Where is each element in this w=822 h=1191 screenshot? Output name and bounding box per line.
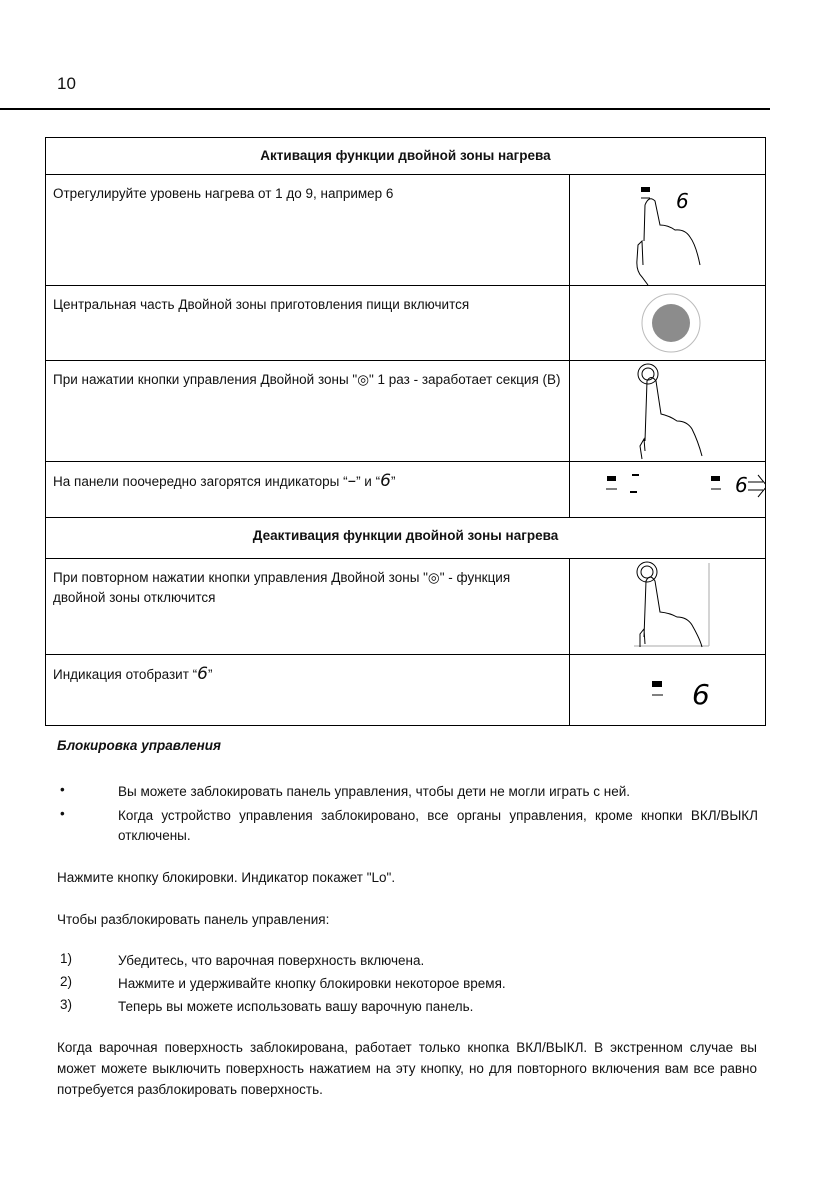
step-text: Теперь вы можете использовать вашу варочную панель. [118, 999, 474, 1014]
step-text: Убедитесь, что варочная поверхность включена. [118, 953, 425, 968]
page-number: 10 [57, 74, 76, 93]
table-row-text: Отрегулируйте уровень нагрева от 1 до 9, например 6 [46, 175, 570, 286]
digit-6: 6 [676, 189, 689, 213]
indicator-display-icon [570, 462, 765, 517]
step-number: 2) [60, 974, 73, 989]
bullet: • [60, 806, 65, 821]
bullet-text: Вы можете заблокировать панель управления, чтобы дети не могли играть с ней. [118, 784, 631, 799]
hand-press-dual-zone-icon [570, 559, 765, 654]
final-display-image [570, 655, 766, 726]
table-header-deactivation: Деактивация функции двойной зоны нагрева [46, 518, 766, 559]
paragraph: Нажмите кнопку блокировки. Индикатор покажет "Lo". [57, 870, 396, 885]
bullet: • [60, 782, 65, 797]
hand-press-dual-zone-icon [570, 361, 765, 461]
display-6-icon [570, 655, 765, 725]
hand-display-image [570, 175, 766, 286]
section-title: Блокировка управления [57, 738, 221, 753]
bullet-text: Когда устройство управления заблокировано, все органы управления, кроме кнопки ВКЛ/ВЫКЛ отключены. [118, 808, 758, 843]
step-text: Нажмите и удерживайте кнопку блокировки некоторое время. [118, 976, 506, 991]
zone-circle-image [570, 286, 766, 361]
hand-press-icon [570, 175, 765, 285]
alternating-indicators-image [570, 462, 766, 518]
step-number: 3) [60, 997, 73, 1012]
table-header-activation: Активация функции двойной зоны нагрева [46, 138, 766, 175]
header-rule [0, 108, 770, 110]
table-row-text: Индикация отобразит “6” [46, 655, 570, 726]
svg-text:6: 6 [735, 473, 748, 497]
hand-button-image [570, 361, 766, 462]
heating-zone-icon [570, 286, 765, 360]
svg-text:6: 6 [692, 678, 710, 711]
paragraph: Когда варочная поверхность заблокирована, работает только кнопка ВКЛ/ВЫКЛ. В экстренном случае вы может можете выключить поверхность нажатием на эту кнопку, но для повторного включения вам все равно потребуется разблокировать поверхность. [57, 1040, 757, 1097]
table-row-text: На панели поочередно загорятся индикаторы “–” и “6” [46, 462, 570, 518]
step-number: 1) [60, 951, 73, 966]
table-row-text: При нажатии кнопки управления Двойной зоны "◎" 1 раз - заработает секция (B) [46, 361, 570, 462]
hand-button-image [570, 559, 766, 655]
table-row-text: Центральная часть Двойной зоны приготовления пищи включится [46, 286, 570, 361]
dual-zone-table [45, 137, 766, 726]
table-row-text: При повторном нажатии кнопки управления Двойной зоны "◎" - функция двойной зоны отключится [46, 559, 570, 655]
paragraph: Чтобы разблокировать панель управления: [57, 912, 330, 927]
